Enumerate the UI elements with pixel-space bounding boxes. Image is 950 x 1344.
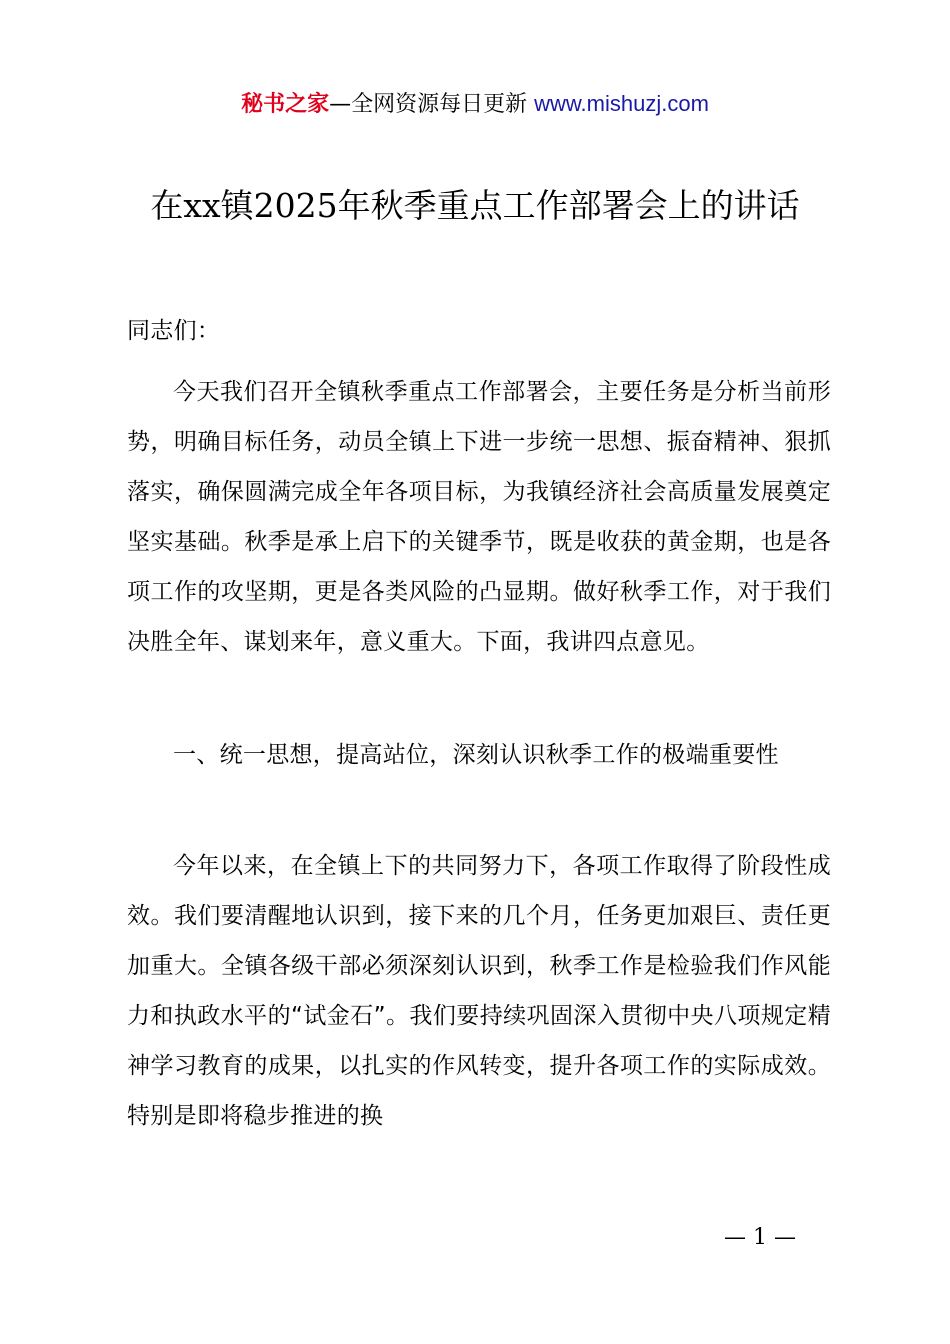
- brand-name: 秘书之家: [241, 92, 330, 117]
- header-tagline: —全网资源每日更新: [329, 92, 528, 117]
- site-header: [0, 86, 950, 123]
- paragraph-section-1: 今年以来，在全镇上下的共同努力下，各项工作取得了阶段性成效。我们要清醒地认识到，接下来的几个月，任务更加艰巨、责任更加重大。全镇各级干部必须深刻认识到，秋季工作是检验我们作风能力和执政水平的“试金石”。我们要持续巩固深入贯彻中央八项规定精神学习教育的成果，以扎实的作风转变，提升各项工作的实际成效。特别是即将稳步推进的换: [127, 853, 831, 1129]
- page-number: — 1 —: [724, 1225, 796, 1250]
- document-title: 在xx镇2025年秋季重点工作部署会上的讲话: [150, 186, 800, 225]
- section-heading-1: 一、统一思想，提高站位，深刻认识秋季工作的极端重要性: [173, 742, 779, 768]
- salutation: 同志们：: [127, 318, 221, 344]
- paragraph-intro: 今天我们召开全镇秋季重点工作部署会，主要任务是分析当前形势，明确目标任务，动员全镇上下进一步统一思想、振奋精神、狠抓落实，确保圆满完成全年各项目标，为我镇经济社会高质量发展奠定坚实基础。秋季是承上启下的关键季节，既是收获的黄金期，也是各项工作的攻坚期，更是各类风险的凸显期。做好秋季工作，对于我们决胜全年、谋划来年，意义重大。下面，我讲四点意见。: [127, 379, 831, 655]
- site-url-link[interactable]: www.mishuzj.com: [534, 91, 709, 116]
